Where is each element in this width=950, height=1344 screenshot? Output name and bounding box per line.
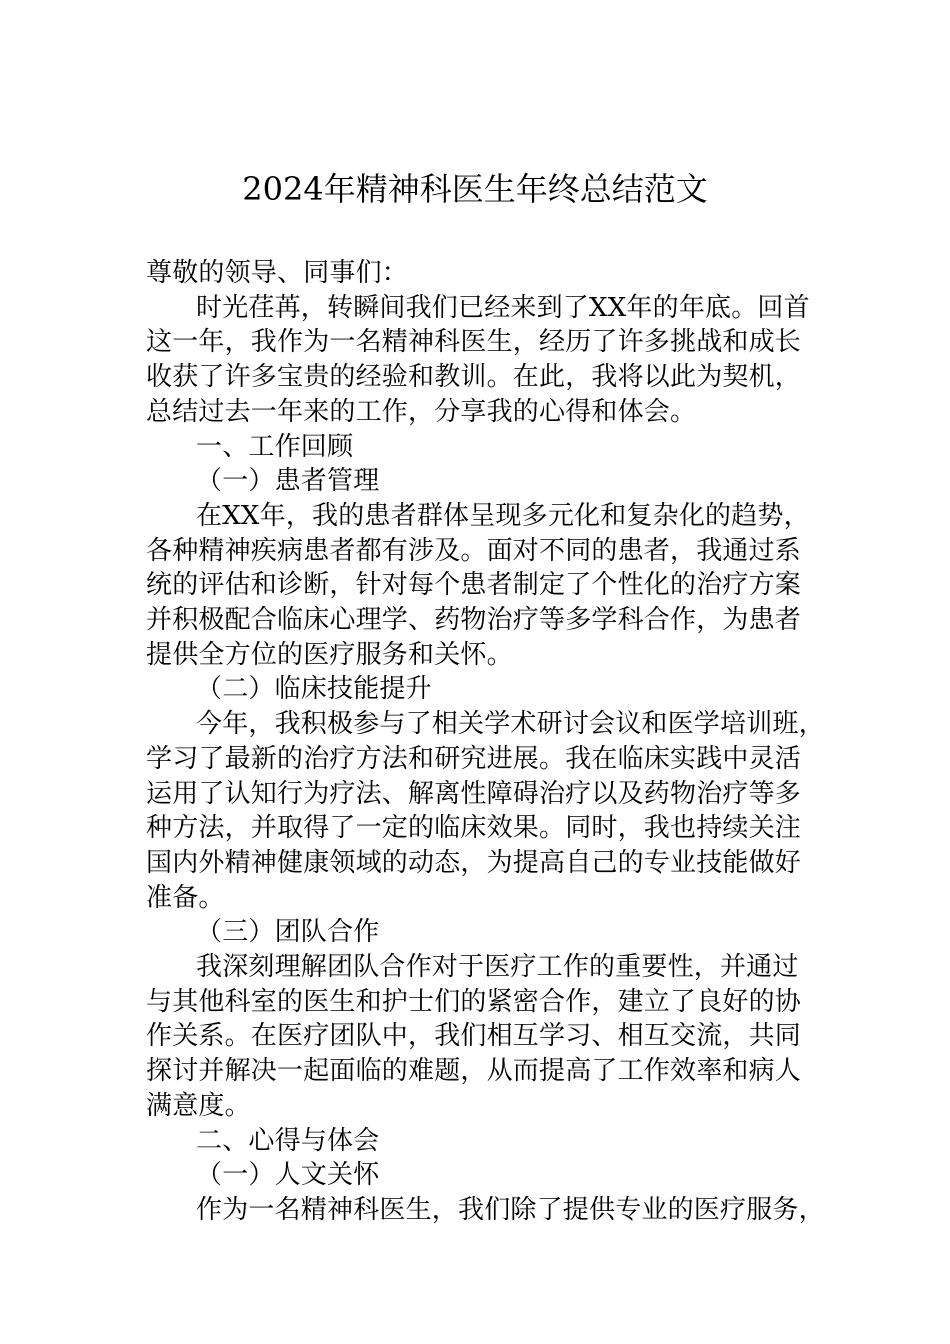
text-line: 准备。 <box>146 882 225 913</box>
text-line: 作为一名精神科医生，我们除了提供专业的医疗服务， <box>196 1194 825 1225</box>
text-line: 满意度。 <box>146 1090 251 1121</box>
text-line: 各种精神疾病患者都有涉及。面对不同的患者，我通过系 <box>146 535 802 566</box>
text-line: 统的评估和诊断，针对每个患者制定了个性化的治疗方案 <box>146 570 802 601</box>
text-line: 我深刻理解团队合作对于医疗工作的重要性，并通过 <box>196 952 799 983</box>
document-title: 2024年精神科医生年终总结范文 <box>242 170 708 208</box>
text-line: 种方法，并取得了一定的临床效果。同时，我也持续关注 <box>146 813 802 844</box>
text-line: （三）团队合作 <box>196 917 380 948</box>
text-line: （一）患者管理 <box>196 466 380 497</box>
text-line: 并积极配合临床心理学、药物治疗等多学科合作，为患者 <box>146 605 802 636</box>
text-line: 二、心得与体会 <box>196 1125 380 1156</box>
text-line: （二）临床技能提升 <box>196 674 432 705</box>
text-line: 这一年，我作为一名精神科医生，经历了许多挑战和成长 <box>146 327 802 358</box>
text-line: 作关系。在医疗团队中，我们相互学习、相互交流，共同 <box>146 1021 802 1052</box>
text-line: 收获了许多宝贵的经验和教训。在此，我将以此为契机， <box>146 362 802 393</box>
text-line: 学习了最新的治疗方法和研究进展。我在临床实践中灵活 <box>146 743 802 774</box>
text-line: 尊敬的领导、同事们： <box>146 258 409 288</box>
text-line: 时光荏苒，转瞬间我们已经来到了XX年的年底。回首 <box>196 292 810 323</box>
text-line: 运用了认知行为疗法、解离性障碍治疗以及药物治疗等多 <box>146 778 802 809</box>
text-line: 在XX年，我的患者群体呈现多元化和复杂化的趋势， <box>196 500 810 531</box>
document-body <box>146 256 836 1228</box>
text-line: 国内外精神健康领域的动态，为提高自己的专业技能做好 <box>146 847 802 878</box>
text-line: 总结过去一年来的工作，分享我的心得和体会。 <box>146 396 697 427</box>
text-line: 今年，我积极参与了相关学术研讨会议和医学培训班， <box>196 709 825 740</box>
text-line: 提供全方位的医疗服务和关怀。 <box>146 639 513 670</box>
text-line: 探讨并解决一起面临的难题，从而提高了工作效率和病人 <box>146 1056 802 1087</box>
text-line: 一、工作回顾 <box>196 431 354 462</box>
text-line: 与其他科室的医生和护士们的紧密合作，建立了良好的协 <box>146 986 802 1017</box>
text-line: （一）人文关怀 <box>196 1160 380 1191</box>
